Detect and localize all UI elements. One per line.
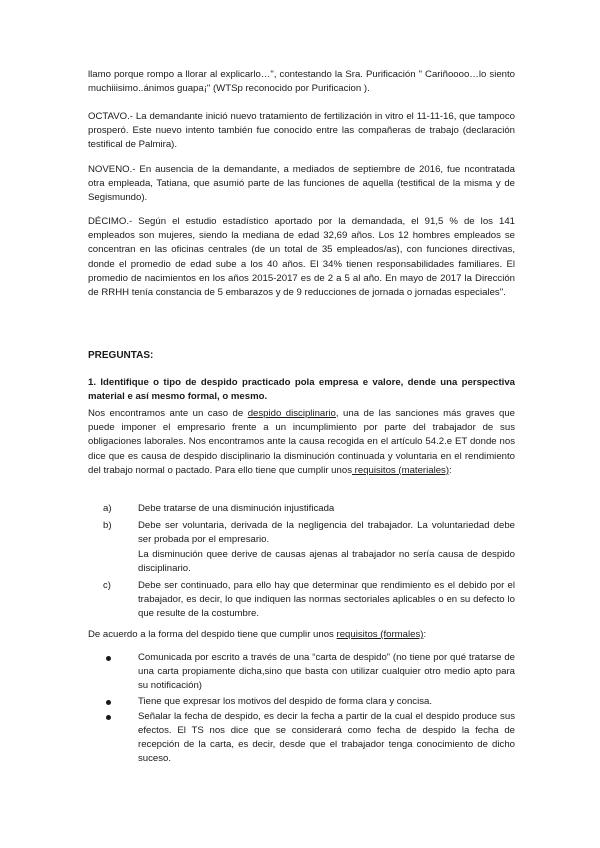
answer-2-text-b: : bbox=[423, 629, 427, 640]
answer-paragraph-1 bbox=[88, 407, 515, 478]
list-item bbox=[103, 695, 515, 709]
noveno-label: NOVENO.- bbox=[88, 164, 136, 175]
decimo-label: DÉCIMO.- bbox=[88, 216, 133, 227]
decimo-text: Según el estudio estadístico aportado por la demandada, el 91,5 % de los 141 empleados son mujeres, siendo la mediana de edad 32,69 años. Los 12 hombres empleados se concentran en las oficinas centrales (de un total de 35 empleados/as), con funciones directivas, donde el promedio de edad sube a los 40 años. El 34% tienen responsabilidades familiares. El promedio de nacimientos en los años 2015-2017 es de 2 a 5 al año. En mayo de 2017 la Dirección de RRHH tenía constancia de 5 embarazos y de 9 reducciones de jornada o jornadas especiales". bbox=[88, 216, 515, 299]
answer-paragraph-2 bbox=[88, 628, 515, 642]
list-item-text: Comunicada por escrito a través de una “carta de despido” (no tiene por qué tratarse de una carta propiamente dicha,sino que basta con utilizar cualquier otro medio apto para su notificación) bbox=[138, 652, 515, 692]
list-item bbox=[103, 710, 515, 767]
list-item bbox=[103, 579, 515, 622]
bullet-icon bbox=[106, 656, 111, 661]
answer-1-text-b: , una de las sanciones más graves que puede imponer el empresario frente a un incumplimiento por parte del trabajador de sus obligaciones laborales. Nos encontramos ante la causa recogida en el artículo 54.2.e ET donde nos dice que es causa de despido disciplinario la disminución continuada y voluntaria en el rendimiento del trabajo normal o pactado. Para ello tiene que cumplir unos bbox=[88, 408, 515, 476]
preguntas-heading: PREGUNTAS: bbox=[88, 350, 154, 361]
requisitos-materiales-term: requisitos (materiales) bbox=[352, 464, 450, 476]
list-item bbox=[103, 502, 515, 516]
list-item-extra-text: La disminución quee derive de causas ajenas al trabajador no sería causa de despido disciplinario. bbox=[138, 548, 515, 574]
question-1: 1. Identifique o tipo de despido practicado pola empresa e valore, dende una perspectiva material e así mesmo formal, o mesmo. bbox=[88, 377, 515, 403]
decimo-paragraph bbox=[88, 215, 515, 300]
requisitos-formales-term: requisitos (formales) bbox=[336, 629, 424, 640]
noveno-text: En ausencia de la demandante, a mediados de septiembre de 2016, fue ncontratada otra empleada, Tatiana, que asumió parte de las funciones de aquella (testifical de la misma y de Segismundo). bbox=[88, 164, 515, 204]
answer-1-text-a: Nos encontramos ante un caso de bbox=[88, 408, 248, 419]
noveno-paragraph bbox=[88, 163, 515, 206]
intro-paragraph: llamo porque rompo a llorar al explicarlo…", contestando la Sra. Purificación " Cariñoooo…lo siento muchiiisimo..ánimos guapa¡" (WTSp reconocido por Purificacion ). bbox=[88, 69, 515, 95]
bullet-icon bbox=[106, 715, 111, 720]
list-marker: c) bbox=[103, 580, 111, 592]
list-item bbox=[103, 519, 515, 576]
despido-disciplinario-term: despido disciplinario bbox=[247, 408, 336, 419]
bullet-icon bbox=[106, 700, 111, 705]
list-item-text: Debe tratarse de una disminución injustificada bbox=[138, 503, 335, 514]
answer-2-text-a: De acuerdo a la forma del despido tiene que cumplir unos bbox=[88, 629, 337, 640]
list-item-text: Señalar la fecha de despido, es decir la fecha a partir de la cual el despido produce sus efectos. El TS nos dice que se considerará como fecha de despido la fecha de recepción de la carta, es decir, desde que el trabajador tenga conocimiento de dicho suceso. bbox=[138, 710, 515, 765]
octavo-paragraph bbox=[88, 110, 515, 153]
list-marker: b) bbox=[103, 520, 112, 532]
list-item-text: Debe ser voluntaria, derivada de la negligencia del trabajador. La voluntariedad debe ser probada por el empresario. bbox=[138, 520, 515, 546]
octavo-text: La demandante inició nuevo tratamiento de fertilización in vitro el 11-11-16, que tampoco prosperó. Este nuevo intento también fue conocido entre las compañeras de trabajo (declaración testifical de Palmira). bbox=[88, 111, 515, 151]
list-item bbox=[103, 651, 515, 694]
list-item-text: Tiene que expresar los motivos del despido de forma clara y concisa. bbox=[138, 695, 433, 707]
answer-1-text-c: : bbox=[449, 464, 452, 476]
list-item-text: Debe ser continuado, para ello hay que determinar que rendimiento es el debido por el trabajador, es decir, lo que indiquen las normas sectoriales aplicables o en su defecto lo que resulte de la costumbre. bbox=[138, 580, 515, 620]
material-requirements-list bbox=[103, 502, 515, 622]
list-marker: a) bbox=[103, 503, 112, 514]
octavo-label: OCTAVO.- bbox=[88, 111, 133, 122]
formal-requirements-list bbox=[103, 651, 515, 767]
